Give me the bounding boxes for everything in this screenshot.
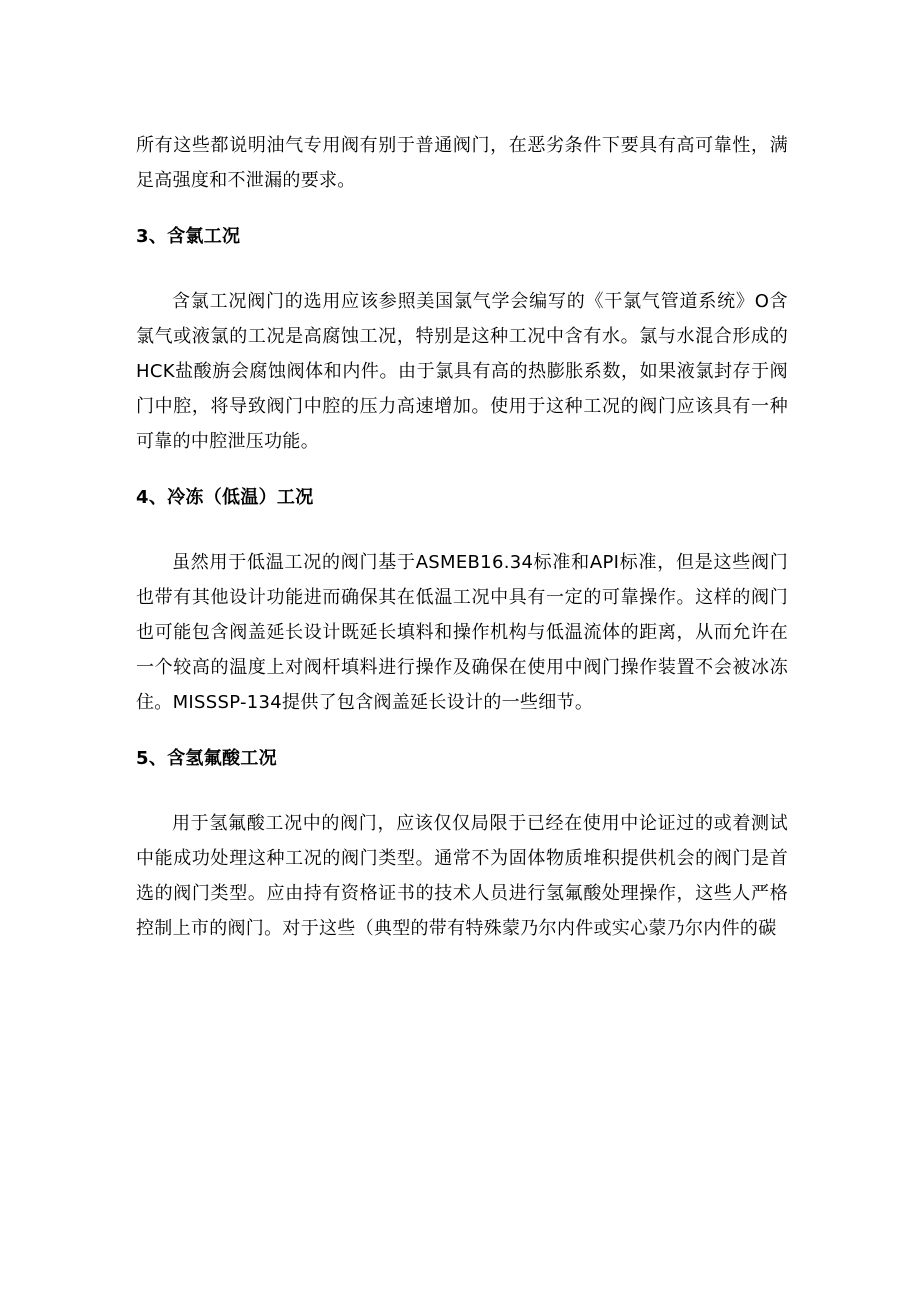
document-page <box>136 128 788 946</box>
paragraph-chlorine-service: 含氯工况阀门的选用应该参照美国氯气学会编写的《干氯气管道系统》O含氯气或液氯的工况是高腐蚀工况，特别是这种工况中含有水。氯与水混合形成的HCK盐酸旃会腐蚀阀体和内件。由于氯具有高的热膨胀系数，如果液氯封存于阀门中腔，将导致阀门中腔的压力高速增加。使用于这种工况的阀门应该具有一种可靠的中腔泄压功能。 <box>136 291 788 452</box>
heading-cryogenic-service: 4、冷冻（低温）工况 <box>136 487 314 508</box>
heading-hydrofluoric-acid-service: 5、含氢氟酸工况 <box>136 748 277 769</box>
paragraph-hydrofluoric-acid-service: 用于氢氟酸工况中的阀门，应该仅仅局限于已经在使用中论证过的或着测试中能成功处理这种工况的阀门类型。通常不为固体物质堆积提供机会的阀门是首选的阀门类型。应由持有资格证书的技术人员进行氢氟酸处理操作，这些人严格控制上市的阀门。对于这些（典型的带有特殊蒙乃尔内件或实心蒙乃尔内件的碳 <box>136 813 788 939</box>
paragraph-oil-gas-valve-summary: 所有这些都说明油气专用阀有别于普通阀门，在恶劣条件下要具有高可靠性，满足高强度和不泄漏的要求。 <box>136 135 788 191</box>
paragraph-cryogenic-service: 虽然用于低温工况的阀门基于ASMEB16.34标准和API标准，但是这些阀门也带有其他设计功能进而确保其在低温工况中具有一定的可靠操作。这样的阀门也可能包含阀盖延长设计既延长填料和操作机构与低温流体的距离，从而允许在一个较高的温度上对阀杆填料进行操作及确保在使用中阀门操作装置不会被冰冻住。MISSSP-134提供了包含阀盖延长设计的一些细节。 <box>136 552 788 713</box>
heading-chlorine-service: 3、含氯工况 <box>136 226 241 247</box>
